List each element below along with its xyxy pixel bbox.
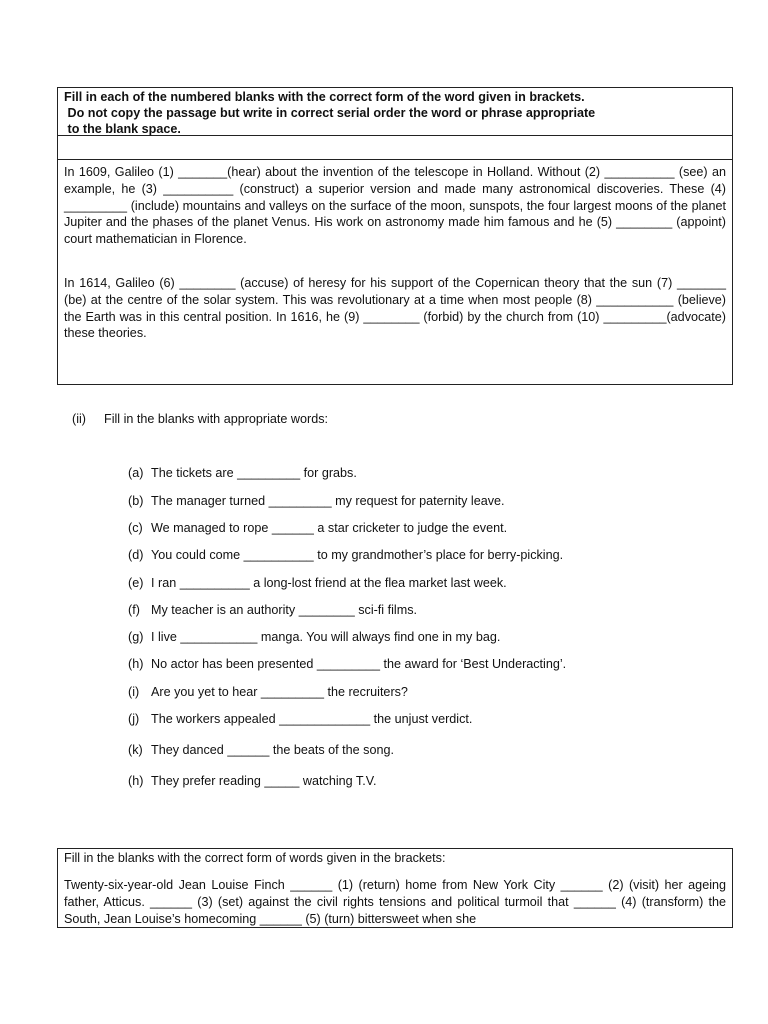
list-item	[128, 603, 417, 617]
passage-paragraph-2: In 1614, Galileo (6) ________ (accuse) of heresy for his support of the Copernican theory that the sun (7) _______ (be) at the centre of the solar system. This was revolutionary at a time when most people (8) ___________ (believe) the Earth was in this central position. In 1616, he (9) ________ (forbid) by the church from (10) _________(advocate) these theories.	[64, 275, 726, 341]
list-item	[128, 521, 507, 535]
item-text: I ran __________ a long-lost friend at the flea market last week.	[151, 576, 507, 590]
section-3-paragraph: Twenty-six-year-old Jean Louise Finch ______ (1) (return) home from New York City ______ (2) (visit) her ageing father, Atticus. ______ (3) (set) against the civil rights tensions and political turmoil that ______ (4) (transform) the South, Jean Louise’s homecoming ______ (5) (turn) bittersweet when she	[64, 878, 726, 926]
item-label: (c)	[128, 521, 143, 535]
list-item	[128, 685, 408, 699]
answer-row	[58, 136, 732, 160]
item-text: I live ___________ manga. You will always find one in my bag.	[151, 630, 501, 644]
item-label: (f)	[128, 603, 140, 617]
instruction-line-3: to the blank space.	[64, 122, 181, 136]
item-label: (d)	[128, 548, 144, 562]
instruction-header	[58, 88, 732, 136]
list-item	[128, 712, 472, 726]
list-item	[128, 774, 376, 788]
list-item	[128, 576, 507, 590]
item-text: The manager turned _________ my request for paternity leave.	[151, 494, 505, 508]
list-item	[128, 494, 505, 508]
section-3-instruction: Fill in the blanks with the correct form of words given in the brackets:	[64, 851, 446, 865]
item-text: They prefer reading _____ watching T.V.	[151, 774, 377, 788]
exercise-box-1	[57, 87, 733, 385]
item-text: The tickets are _________ for grabs.	[151, 466, 357, 480]
item-label: (a)	[128, 466, 144, 480]
item-label: (j)	[128, 712, 140, 726]
list-item	[128, 743, 394, 757]
section-2-heading	[72, 412, 328, 426]
instruction-line-1: Fill in each of the numbered blanks with the correct form of the word given in brackets.	[64, 90, 585, 104]
item-text: No actor has been presented _________ the award for ‘Best Underacting’.	[151, 657, 567, 671]
item-label: (k)	[128, 743, 143, 757]
instruction-line-2: Do not copy the passage but write in correct serial order the word or phrase appropriate	[64, 106, 596, 120]
item-label: (g)	[128, 630, 144, 644]
item-label: (h)	[128, 774, 144, 788]
item-text: They danced ______ the beats of the song.	[151, 743, 394, 757]
item-text: My teacher is an authority ________ sci-fi films.	[151, 603, 417, 617]
list-item	[128, 657, 566, 671]
item-label: (h)	[128, 657, 144, 671]
item-label: (i)	[128, 685, 140, 699]
list-item	[128, 630, 500, 644]
list-item	[128, 548, 563, 562]
item-label: (e)	[128, 576, 144, 590]
item-text: Are you yet to hear _________ the recruiters?	[151, 685, 408, 699]
item-label: (b)	[128, 494, 144, 508]
section-2-title: Fill in the blanks with appropriate words:	[104, 412, 328, 426]
item-text: We managed to rope ______ a star cricketer to judge the event.	[151, 521, 508, 535]
exercise-box-3	[57, 848, 733, 928]
item-text: You could come __________ to my grandmother’s place for berry-picking.	[151, 548, 564, 562]
passage-paragraph-1: In 1609, Galileo (1) _______(hear) about the invention of the telescope in Holland. Without (2) __________ (see) an example, he (3) __________ (construct) a superior version and made many astronomical discoveries. These (4) _________ (include) mountains and valleys on the surface of the moon, sunspots, the four largest moons of the planet Jupiter and the phases of the planet Venus. His work on astronomy made him famous and he (5) ________ (appoint) court mathematician in Florence.	[64, 165, 726, 247]
list-item	[128, 466, 357, 480]
section-2-number: (ii)	[72, 412, 86, 426]
item-text: The workers appealed _____________ the unjust verdict.	[151, 712, 473, 726]
